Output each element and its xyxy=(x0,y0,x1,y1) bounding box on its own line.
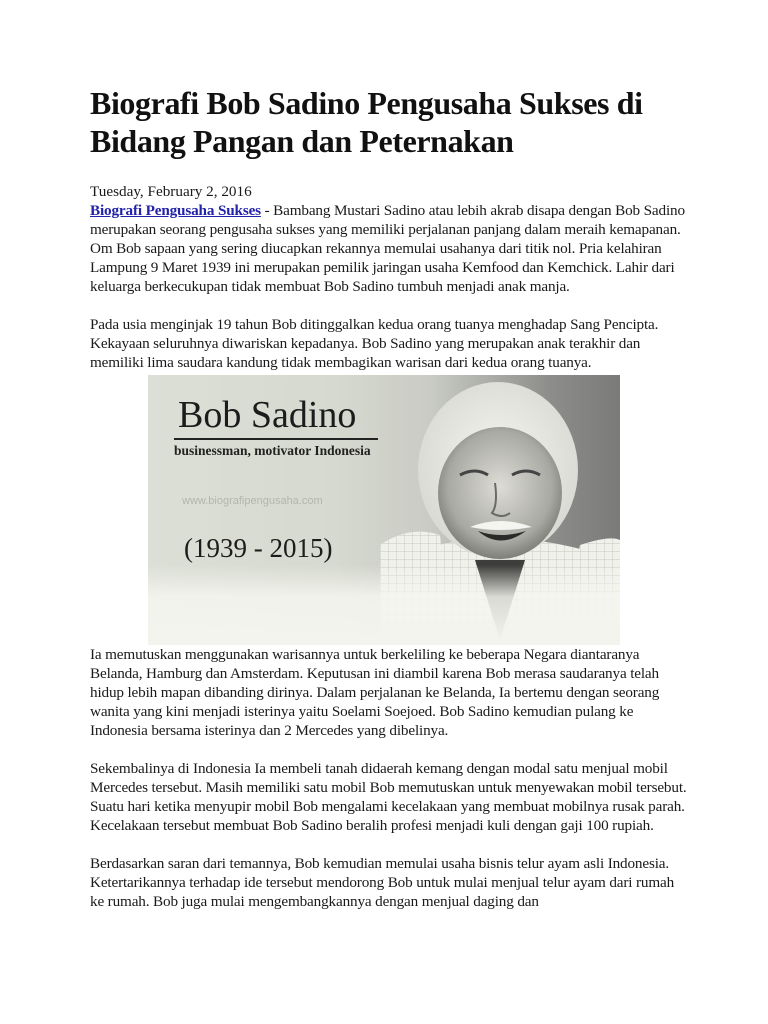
image-bottom-fade xyxy=(148,565,620,645)
paragraph-intro-text: - Bambang Mustari Sadino atau lebih akrab disapa dengan Bob Sadino merupakan seorang pengusaha sukses yang memiliki perjalanan panjang dalam meraih kemapanan. Om Bob sapaan yang sering diucapkan rekannya memulai usahanya dari titik nol. Pria kelahiran Lampung 9 Maret 1939 ini merupakan pemilik jaringan usaha Kemfood dan Kemchick. Lahir dari keluarga berkecukupan tidak membuat Bob Sadino tumbuh menjadi anak manja. xyxy=(90,202,685,295)
publish-date: Tuesday, February 2, 2016 xyxy=(90,183,252,200)
lead-link[interactable]: Biografi Pengusaha Sukses xyxy=(90,202,261,219)
image-caption-subtitle: businessman, motivator Indonesia xyxy=(174,443,371,458)
paragraph-intro xyxy=(90,201,690,296)
article-title: Biografi Bob Sadino Pengusaha Sukses di Bidang Pangan dan Peternakan xyxy=(90,85,643,159)
bob-sadino-portrait-image xyxy=(148,375,620,645)
paragraph-4: Sekembalinya di Indonesia Ia membeli tanah didaerah kemang dengan modal satu menjual mobil Mercedes tersebut. Masih memiliki satu mobil Bob memutuskan untuk menyewakan mobil tersebut. Suatu hari ketika menyupir mobil Bob mengalami kecelakaan yang membuat mobilnya rusak parah. Kecelakaan tersebut membuat Bob Sadino beralih profesi menjadi kuli dengan gaji 100 rupiah. xyxy=(90,760,687,834)
image-caption-years: (1939 - 2015) xyxy=(184,533,333,563)
image-caption-rule xyxy=(174,438,378,440)
paragraph-3: Ia memutuskan menggunakan warisannya untuk berkeliling ke beberapa Negara diantaranya Belanda, Hamburg dan Amsterdam. Keputusan ini diambil karena Bob merasa saudaranya telah hidup lebih mapan dibanding dirinya. Dalam perjalanan ke Belanda, Ia bertemu dengan seorang wanita yang kini menjadi isterinya yaitu Soelami Soejoed. Bob Sadino kemudian pulang ke Indonesia bersama isterinya dan 2 Mercedes yang dibelinya. xyxy=(90,646,660,739)
article xyxy=(90,84,690,911)
paragraph-5: Berdasarkan saran dari temannya, Bob kemudian memulai usaha bisnis telur ayam asli Indonesia. Ketertarikannya terhadap ide tersebut mendorong Bob untuk mulai menjual telur ayam dari rumah ke rumah. Bob juga mulai mengembangkannya dengan menjual daging dan xyxy=(90,855,675,910)
image-watermark: www.biografipengusaha.com xyxy=(182,495,323,507)
paragraph-2: Pada usia menginjak 19 tahun Bob ditinggalkan kedua orang tuanya menghadap Sang Pencipta. Kekayaan seluruhnya diwariskan kepadanya. Bob Sadino yang merupakan anak terakhir dan memiliki lima saudara kandung tidak membagikan warisan dari kedua orang tuanya. xyxy=(90,316,659,371)
image-caption-name: Bob Sadino xyxy=(178,394,357,436)
